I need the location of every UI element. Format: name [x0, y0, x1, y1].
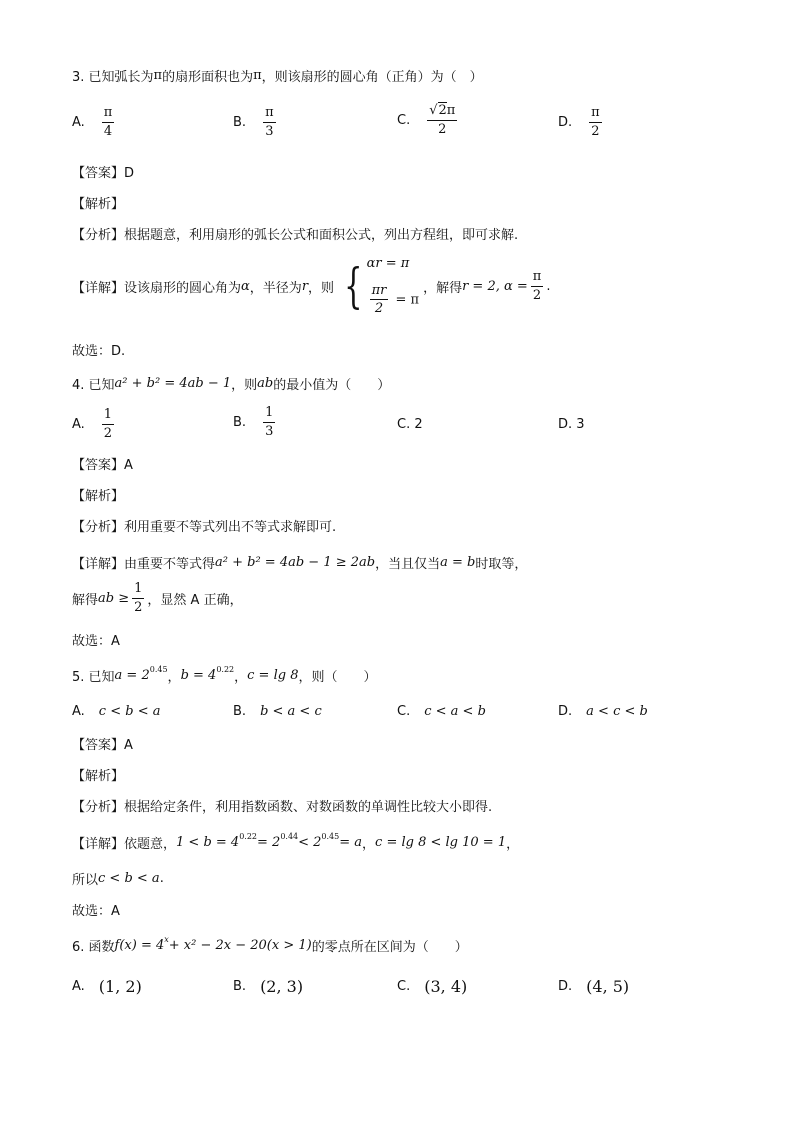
q3-option-d-fraction: [589, 106, 602, 138]
function-part-1: f(x) = 4: [114, 938, 165, 953]
numerator: 1: [102, 408, 114, 425]
q3-xiangjie: [72, 256, 550, 316]
q4-equation: a² + b² = 4ab − 1: [114, 376, 232, 391]
answer-text: 【答案】D: [72, 166, 135, 181]
q4-fenxi: [72, 516, 336, 535]
function-part-2: + x² − 2x − 20(x > 1): [168, 938, 312, 953]
q4-stem-text-3: 的最小值为（ ）: [273, 378, 391, 393]
chain-exponent-1: 0.22: [239, 832, 258, 841]
option-value: b < a < c: [260, 704, 322, 719]
option-label: C.: [397, 704, 411, 719]
choice-text: 故选：A: [72, 904, 120, 919]
answer-text: 【答案】A: [72, 738, 133, 753]
q6-option-c: [397, 977, 467, 996]
q4-stem: [72, 374, 390, 393]
xiangjie-text: 【详解】设该扇形的圆心角为: [72, 280, 242, 296]
q3-fenxi: [72, 224, 518, 243]
q4-option-d: [558, 417, 585, 432]
alpha-symbol: α: [241, 278, 250, 294]
q4-answer: [72, 454, 133, 473]
option-value: c < b < a: [98, 704, 161, 719]
q5-stem-text-2: ，则（ ）: [298, 670, 377, 685]
line2-text-2: ，显然 A 正确，: [147, 592, 243, 608]
option-d-text: D. 3: [558, 417, 585, 432]
q3-option-c: [397, 104, 460, 136]
q4-xiangjie: [72, 553, 527, 572]
option-label: A.: [72, 704, 85, 719]
equation-system: [338, 256, 419, 316]
q3-option-a: [72, 106, 117, 138]
separator: ，: [362, 837, 376, 852]
numerator: π: [589, 106, 602, 123]
q3-stem-text-2: 的扇形面积也为: [162, 70, 254, 85]
option-label: A.: [72, 979, 85, 994]
q4-option-c: [397, 417, 423, 432]
denominator: 3: [265, 423, 274, 439]
option-c-text: C. 2: [397, 417, 423, 432]
q4-ab: ab: [257, 376, 274, 391]
q6-stem: [72, 936, 468, 955]
eq2-rhs: = π: [391, 292, 420, 308]
q3-option-d: [558, 106, 605, 138]
q4-xiangjie-line2: [72, 582, 243, 614]
numerator: [427, 104, 457, 121]
q3-pi-2: π: [253, 68, 262, 83]
option-label: A.: [72, 114, 85, 130]
q3-stem-text-3: ，则该扇形的圆心角（正角）为（ ）: [261, 70, 483, 85]
denominator: 2: [532, 287, 542, 303]
q5-analysis-heading: [72, 765, 124, 784]
denominator: 2: [134, 599, 143, 615]
option-value: a < c < b: [586, 704, 648, 719]
q4-option-a-fraction: [102, 408, 114, 440]
numerator: π: [263, 106, 276, 123]
xiangjie-text-3: 时取等，: [475, 557, 528, 572]
b-exponent: 0.22: [216, 665, 235, 674]
q5-fenxi: [72, 796, 492, 815]
numerator: πr: [370, 284, 389, 301]
fenxi-text: 【分析】利用重要不等式列出不等式求解即可.: [72, 520, 337, 535]
analysis-heading-text: 【解析】: [72, 197, 125, 212]
q3-option-a-fraction: [102, 106, 115, 138]
left-brace: {: [344, 258, 363, 314]
chain-2: c = lg 8 < lg 10 = 1: [375, 835, 507, 850]
chain-exponent-3: 0.45: [321, 832, 340, 841]
q5-option-d: [558, 704, 648, 719]
q6-option-b: [233, 977, 303, 996]
equation-2: [367, 284, 419, 316]
answer-text: 【答案】A: [72, 458, 133, 473]
q4-option-a: [72, 408, 117, 440]
option-value: (3, 4): [424, 977, 468, 996]
option-value: (4, 5): [586, 977, 630, 996]
period: .: [159, 871, 164, 886]
option-value: c < a < b: [424, 704, 486, 719]
option-label: D.: [558, 114, 573, 130]
q5-stem-text: 5. 已知: [72, 670, 115, 685]
option-label: D.: [558, 979, 573, 994]
separator-2: ，: [506, 837, 520, 852]
denominator: 3: [265, 123, 274, 139]
denominator: 2: [438, 121, 447, 137]
pi-symbol: π: [446, 103, 456, 118]
q6-stem-text-2: 的零点所在区间为（ ）: [311, 940, 468, 955]
a-exponent: 0.45: [149, 665, 168, 674]
option-label: C.: [397, 979, 411, 994]
chain-exponent-2: 0.44: [280, 832, 299, 841]
conclusion-relation: c < b < a: [98, 871, 160, 886]
option-label: D.: [558, 704, 573, 719]
analysis-heading-text: 【解析】: [72, 489, 125, 504]
c-definition: c = lg 8: [247, 668, 299, 683]
eq2-fraction: [370, 284, 389, 316]
option-label: B.: [233, 114, 247, 130]
q5-answer: [72, 734, 133, 753]
q6-option-a: [72, 977, 142, 996]
fenxi-text: 【分析】根据题意，利用扇形的弧长公式和面积公式，列出方程组，即可求解.: [72, 228, 519, 243]
chain-part-3: < 2: [298, 835, 322, 850]
separator-2: ，: [234, 670, 248, 685]
numerator: π: [531, 270, 544, 287]
sqrt-sign: √: [429, 103, 438, 118]
solution-fraction: [531, 270, 544, 302]
q3-option-b-fraction: [263, 106, 276, 138]
solution: r = 2, α =: [462, 278, 528, 294]
q5-stem: [72, 666, 376, 685]
option-label: B.: [233, 414, 247, 430]
separator: ，: [167, 670, 181, 685]
choice-text: 故选：A: [72, 634, 120, 649]
option-label: A.: [72, 416, 85, 432]
q3-answer: [72, 162, 134, 181]
option-label: B.: [233, 979, 247, 994]
fenxi-text: 【分析】根据给定条件，利用指数函数、对数函数的单调性比较大小即得.: [72, 800, 493, 815]
option-label: B.: [233, 704, 247, 719]
q4-analysis-heading: [72, 485, 124, 504]
numerator: π: [102, 106, 115, 123]
inequality: a² + b² = 4ab − 1 ≥ 2ab: [215, 555, 376, 570]
q3-choice: [72, 340, 125, 359]
denominator: 4: [103, 123, 113, 139]
xiangjie-text: 【详解】由重要不等式得: [72, 557, 216, 572]
conclusion-text: 所以: [72, 873, 99, 888]
chain-part-1: 1 < b = 4: [176, 835, 240, 850]
option-value: (1, 2): [98, 977, 142, 996]
q5-option-b: [233, 704, 322, 719]
q3-stem: [72, 66, 483, 85]
q5-option-c: [397, 704, 486, 719]
a-definition: a = 2: [114, 668, 150, 683]
q3-option-b: [233, 106, 279, 138]
chain-part-2: = 2: [257, 835, 281, 850]
function-exponent: x: [164, 935, 169, 944]
q3-pi: π: [153, 68, 163, 83]
q5-choice: [72, 900, 120, 919]
denominator: 2: [374, 301, 384, 317]
ab-inequality: ab ≥: [98, 590, 130, 606]
q5-xiangjie: [72, 833, 519, 852]
line2-text: 解得: [72, 592, 99, 608]
equality-condition: a = b: [440, 555, 476, 570]
q5-conclusion: [72, 869, 164, 888]
xiangjie-text-4: ，解得: [423, 280, 463, 296]
radicand: 2: [438, 103, 447, 118]
equation-stack: [367, 256, 419, 316]
q4-choice: [72, 630, 120, 649]
xiangjie-text-2: ，当且仅当: [375, 557, 441, 572]
q5-option-a: [72, 704, 160, 719]
xiangjie-text-2: ，半径为: [249, 280, 302, 296]
numerator: 1: [132, 582, 144, 599]
q3-stem-text: 3. 已知弧长为: [72, 70, 154, 85]
denominator: 2: [591, 123, 600, 139]
half-fraction: [132, 582, 144, 614]
q4-stem-text: 4. 已知: [72, 378, 115, 393]
q6-stem-text: 6. 函数: [72, 940, 115, 955]
denominator: 2: [103, 425, 113, 441]
q3-analysis-heading: [72, 193, 124, 212]
choice-text: 故选：D.: [72, 344, 126, 359]
q4-option-b: [233, 406, 278, 438]
b-definition: b = 4: [180, 668, 217, 683]
q4-stem-text-2: ，则: [231, 378, 258, 393]
q3-option-c-fraction: [427, 104, 457, 136]
xiangjie-text-3: ，则: [308, 280, 335, 296]
chain-part-4: = a: [339, 835, 363, 850]
q6-option-d: [558, 977, 629, 996]
numerator: 1: [263, 406, 275, 423]
option-label: C.: [397, 112, 411, 128]
q4-option-b-fraction: [263, 406, 275, 438]
xiangjie-text: 【详解】依题意，: [72, 837, 177, 852]
equation-1: αr = π: [366, 256, 410, 271]
r-symbol: r: [301, 278, 309, 294]
analysis-heading-text: 【解析】: [72, 769, 125, 784]
option-value: (2, 3): [260, 977, 304, 996]
period: .: [546, 278, 551, 294]
